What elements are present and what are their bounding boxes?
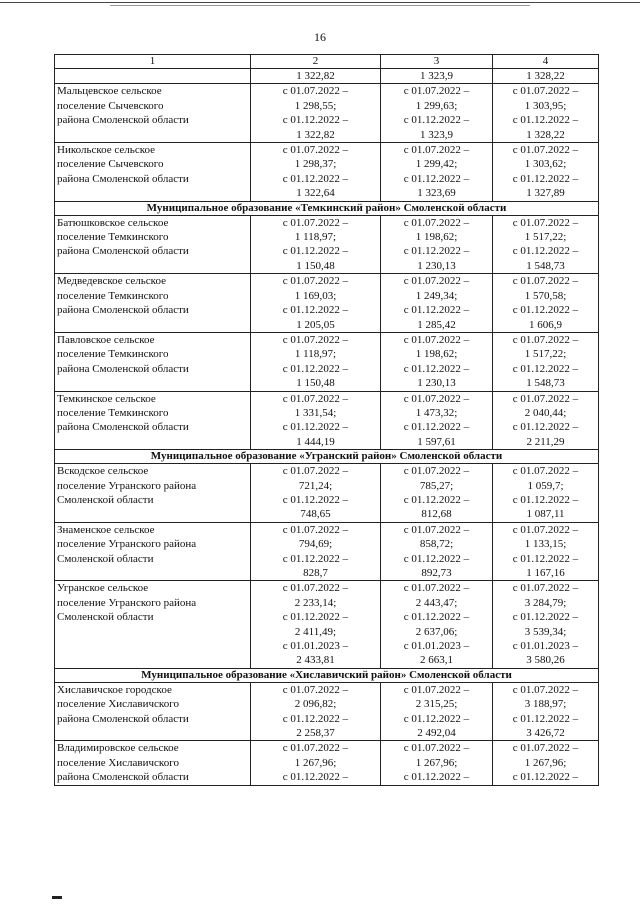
- settlement-name-line: района Смоленской области: [57, 304, 189, 317]
- settlement-name-line: Вскодское сельское: [57, 465, 149, 478]
- tariff-line: 1 198,62;: [415, 231, 458, 244]
- tariff-line: с 01.07.2022 –: [512, 85, 579, 98]
- tariff-line: 1 118,97;: [294, 231, 337, 244]
- settlement-name-cell: [55, 464, 251, 523]
- settlement-name-line: Никольское сельское: [57, 144, 156, 157]
- tariff-line: с 01.12.2022 –: [512, 114, 579, 127]
- tariff-line: с 01.12.2022 –: [512, 493, 579, 506]
- settlement-name-line: поселение Хиславичского: [57, 756, 179, 769]
- settlement-name-line: Угранское сельское: [57, 582, 149, 595]
- tariff-cell-c3: [381, 84, 493, 143]
- tariff-line: 2 233,14;: [294, 596, 337, 609]
- tariff-line: 1 444,19: [296, 435, 335, 448]
- tariff-line: 892,73: [421, 567, 452, 579]
- tariff-line: с 01.07.2022 –: [512, 742, 579, 755]
- table-row: [55, 682, 599, 741]
- tariff-line: 1 570,58;: [524, 289, 567, 302]
- tariff-line: с 01.12.2022 –: [512, 172, 579, 185]
- header-row: [55, 55, 599, 69]
- page-number: 16: [314, 30, 326, 44]
- tariff-line: 1 517,22;: [524, 348, 567, 361]
- tariff-line: с 01.12.2022 –: [403, 712, 470, 725]
- table-row: [55, 581, 599, 668]
- settlement-name-cell: [55, 581, 251, 668]
- tariff-line: с 01.12.2022 –: [282, 172, 349, 185]
- tariff-cell-c4: [493, 581, 599, 668]
- tariff-line: с 01.12.2022 –: [512, 245, 579, 258]
- tariff-line: с 01.07.2022 –: [403, 582, 470, 595]
- tariff-line: 1 150,48: [296, 259, 335, 272]
- tariff-line: с 01.07.2022 –: [403, 85, 470, 98]
- tariff-line: 2 258,37: [296, 727, 335, 740]
- tariff-line: с 01.07.2022 –: [512, 216, 579, 229]
- settlement-name-line: поселение Темкинского: [57, 406, 169, 419]
- tariff-line: 1 322,64: [296, 187, 335, 200]
- tariff-line: с 01.12.2022 –: [282, 771, 349, 784]
- settlement-name-line: поселение Сычевского: [57, 158, 164, 171]
- settlement-name-line: района Смоленской области: [57, 421, 189, 434]
- tariff-line: с 01.12.2022 –: [403, 114, 470, 127]
- tariff-line: с 01.12.2022 –: [512, 362, 579, 375]
- tariff-line: с 01.12.2022 –: [403, 304, 470, 317]
- settlement-name-line: Мальцевское сельское: [57, 85, 162, 98]
- tariff-line: 1 303,62;: [524, 158, 567, 171]
- tariff-cell-c3: [381, 682, 493, 741]
- tariff-line: 3 284,79;: [524, 596, 567, 609]
- settlement-name-cell: [55, 522, 251, 581]
- tariff-line: с 01.07.2022 –: [512, 392, 579, 405]
- tariff-cell-c4: [493, 215, 599, 274]
- tariff-cell-c3: [381, 274, 493, 333]
- settlement-name-cell: [55, 682, 251, 741]
- settlement-name-line: Смоленской области: [57, 611, 154, 624]
- tariff-line: с 01.07.2022 –: [403, 392, 470, 405]
- tariff-line: 858,72;: [419, 538, 454, 551]
- tariff-line: с 01.07.2022 –: [282, 144, 349, 157]
- settlement-name-line: Медведевское сельское: [57, 275, 166, 288]
- tariff-line: с 01.07.2022 –: [282, 523, 349, 536]
- section-title: Муниципальное образование «Угранский район» Смоленской области: [55, 450, 599, 464]
- tariff-line: 1 267,96;: [524, 756, 567, 769]
- settlement-name-line: Павловское сельское: [57, 333, 155, 346]
- tariff-line: с 01.07.2022 –: [282, 582, 349, 595]
- tariff-line: с 01.07.2022 –: [403, 144, 470, 157]
- tariff-cell-c3: [381, 464, 493, 523]
- tariff-line: с 01.07.2022 –: [282, 392, 349, 405]
- tariff-table: [54, 54, 599, 786]
- tariff-line: с 01.12.2022 –: [282, 493, 349, 506]
- tariff-line: с 01.07.2022 –: [512, 683, 579, 696]
- tariff-line: с 01.12.2022 –: [403, 771, 470, 784]
- tariff-line: с 01.07.2022 –: [282, 742, 349, 755]
- tariff-line: с 01.12.2022 –: [282, 245, 349, 258]
- tariff-line: с 01.07.2022 –: [512, 333, 579, 346]
- tariff-line: с 01.12.2022 –: [512, 712, 579, 725]
- column-header: 3: [381, 55, 493, 69]
- tariff-line: с 01.07.2022 –: [403, 742, 470, 755]
- settlement-name-line: поселение Темкинского: [57, 231, 169, 244]
- table-row: [55, 143, 599, 202]
- tariff-line: 2 040,44;: [524, 406, 567, 419]
- section-row: [55, 668, 599, 682]
- tariff-cell-c2: [251, 274, 381, 333]
- tariff-cell-c4: [493, 332, 599, 391]
- tariff-line: с 01.12.2022 –: [403, 245, 470, 258]
- tariff-cell-c3: [381, 741, 493, 785]
- tariff-line: с 01.01.2023 –: [282, 640, 349, 653]
- section-row: [55, 201, 599, 215]
- tariff-line: 2 096,82;: [294, 698, 337, 711]
- tariff-cell-c2: [251, 215, 381, 274]
- settlement-name-line: Темкинское сельское: [57, 392, 156, 405]
- tariff-cell-c3: [381, 581, 493, 668]
- tariff-line: с 01.07.2022 –: [403, 683, 470, 696]
- tariff-line: с 01.07.2022 –: [282, 85, 349, 98]
- tariff-line: 2 663,1: [420, 654, 453, 667]
- tariff-line: 721,24;: [298, 479, 333, 492]
- tariff-line: 1 323,9: [420, 128, 453, 141]
- tariff-line: с 01.12.2022 –: [403, 172, 470, 185]
- tariff-cell-c2: [251, 332, 381, 391]
- tariff-line: с 01.12.2022 –: [403, 421, 470, 434]
- tariff-line: 785,27;: [419, 479, 454, 492]
- tariff-line: с 01.07.2022 –: [403, 216, 470, 229]
- tariff-cell-c3: [381, 143, 493, 202]
- tariff-line: 1 230,13: [417, 377, 456, 390]
- tariff-cell-c4: [493, 391, 599, 450]
- tariff-cell-c4: [493, 464, 599, 523]
- tariff-cell-c2: [251, 682, 381, 741]
- tariff-line: с 01.12.2022 –: [512, 611, 579, 624]
- tariff-line: с 01.07.2022 –: [282, 683, 349, 696]
- tariff-line: с 01.07.2022 –: [282, 216, 349, 229]
- tariff-line: с 01.07.2022 –: [403, 333, 470, 346]
- table-row: [55, 464, 599, 523]
- tariff-line: 1 473,32;: [415, 406, 458, 419]
- value-cell: 1 323,9: [381, 69, 493, 84]
- tariff-line: 1 517,22;: [524, 231, 567, 244]
- settlement-name-cell: [55, 274, 251, 333]
- value-cell: 1 322,82: [251, 69, 381, 84]
- tariff-line: 1 118,97;: [294, 348, 337, 361]
- tariff-line: 1 133,15;: [524, 538, 567, 551]
- tariff-line: 1 150,48: [296, 377, 335, 390]
- settlement-name-cell: [55, 215, 251, 274]
- section-title: Муниципальное образование «Хиславичский район» Смоленской области: [55, 668, 599, 682]
- scan-edge-line: [0, 2, 640, 3]
- tariff-line: 1 167,16: [526, 567, 565, 579]
- tariff-line: с 01.12.2022 –: [512, 421, 579, 434]
- tariff-line: с 01.07.2022 –: [512, 523, 579, 536]
- settlement-name-line: поселение Сычевского: [57, 99, 164, 112]
- settlement-name-line: Хиславичское городское: [57, 683, 172, 696]
- tariff-cell-c2: [251, 522, 381, 581]
- tariff-line: 1 298,37;: [294, 158, 337, 171]
- settlement-name-cell: [55, 143, 251, 202]
- settlement-name-cell: [55, 391, 251, 450]
- settlement-name-line: поселение Угранского района: [57, 479, 197, 492]
- tariff-line: 1 303,95;: [524, 99, 567, 112]
- value-cell: 1 328,22: [493, 69, 599, 84]
- tariff-cell-c4: [493, 274, 599, 333]
- tariff-line: 2 211,29: [526, 435, 565, 448]
- tariff-line: 1 323,69: [417, 187, 456, 200]
- tariff-line: 1 298,55;: [294, 99, 337, 112]
- settlement-name-line: Знаменское сельское: [57, 523, 155, 536]
- scan-edge-line: [110, 5, 530, 6]
- tariff-cell-c4: [493, 682, 599, 741]
- tariff-line: 1 249,34;: [415, 289, 458, 302]
- tariff-line: с 01.07.2022 –: [512, 144, 579, 157]
- tariff-line: 2 492,04: [417, 727, 456, 740]
- tariff-line: 2 315,25;: [415, 698, 458, 711]
- tariff-line: с 01.12.2022 –: [282, 362, 349, 375]
- tariff-line: с 01.07.2022 –: [512, 275, 579, 288]
- tariff-line: с 01.01.2023 –: [403, 640, 470, 653]
- section-row: [55, 450, 599, 464]
- tariff-line: с 01.12.2022 –: [282, 552, 349, 565]
- tariff-line: 1 299,42;: [415, 158, 458, 171]
- settlement-name-line: района Смоленской области: [57, 172, 189, 185]
- settlement-name-line: Смоленской области: [57, 552, 154, 565]
- tariff-cell-c2: [251, 143, 381, 202]
- settlement-name-line: Батюшковское сельское: [57, 216, 169, 229]
- tariff-line: с 01.12.2022 –: [403, 493, 470, 506]
- tariff-line: с 01.07.2022 –: [512, 465, 579, 478]
- tariff-line: 1 331,54;: [294, 406, 337, 419]
- tariff-line: 1 198,62;: [415, 348, 458, 361]
- tariff-line: 1 299,63;: [415, 99, 458, 112]
- table-row: [55, 274, 599, 333]
- tariff-cell-c3: [381, 522, 493, 581]
- tariff-line: 794,69;: [298, 538, 333, 551]
- table-row: [55, 522, 599, 581]
- tariff-line: с 01.07.2022 –: [403, 465, 470, 478]
- tariff-line: 1 230,13: [417, 259, 456, 272]
- settlement-name-line: района Смоленской области: [57, 114, 189, 127]
- table-row: [55, 741, 599, 785]
- table-row: [55, 84, 599, 143]
- column-header: 1: [55, 55, 251, 69]
- settlement-name-line: района Смоленской области: [57, 245, 189, 258]
- settlement-name-line: поселение Угранского района: [57, 538, 197, 551]
- tariff-line: с 01.12.2022 –: [512, 771, 579, 784]
- settlement-name-cell: [55, 84, 251, 143]
- tariff-line: 1 205,05: [296, 318, 335, 331]
- column-header: 4: [493, 55, 599, 69]
- tariff-line: 1 087,11: [526, 508, 565, 521]
- settlement-name-cell: [55, 741, 251, 785]
- tariff-line: с 01.07.2022 –: [282, 275, 349, 288]
- tariff-line: 3 580,26: [526, 654, 565, 667]
- tariff-line: 828,7: [303, 567, 328, 579]
- tariff-line: 1 606,9: [529, 318, 562, 331]
- tariff-line: 3 188,97;: [524, 698, 567, 711]
- tariff-line: с 01.07.2022 –: [403, 523, 470, 536]
- tariff-line: с 01.07.2022 –: [403, 275, 470, 288]
- tariff-line: с 01.12.2022 –: [282, 611, 349, 624]
- tariff-line: 3 539,34;: [524, 625, 567, 638]
- tariff-line: 1 267,96;: [415, 756, 458, 769]
- tariff-cell-c4: [493, 143, 599, 202]
- tariff-line: с 01.07.2022 –: [282, 333, 349, 346]
- tariff-cell-c4: [493, 522, 599, 581]
- settlement-name-line: района Смоленской области: [57, 362, 189, 375]
- tariff-line: с 01.12.2022 –: [282, 421, 349, 434]
- tariff-line: с 01.01.2023 –: [512, 640, 579, 653]
- tariff-line: с 01.12.2022 –: [512, 304, 579, 317]
- tariff-line: 812,68: [421, 508, 452, 521]
- tariff-line: с 01.12.2022 –: [403, 552, 470, 565]
- tariff-cell-c3: [381, 215, 493, 274]
- tariff-line: с 01.12.2022 –: [282, 304, 349, 317]
- tariff-line: с 01.12.2022 –: [403, 362, 470, 375]
- tariff-line: 1 267,96;: [294, 756, 337, 769]
- tariff-cell-c4: [493, 741, 599, 785]
- settlement-name-line: Владимировское сельское: [57, 742, 179, 755]
- settlement-name-line: поселение Темкинского: [57, 348, 169, 361]
- tariff-line: с 01.12.2022 –: [282, 712, 349, 725]
- table-row: [55, 215, 599, 274]
- tariff-line: с 01.12.2022 –: [512, 552, 579, 565]
- tariff-cell-c2: [251, 741, 381, 785]
- tariff-line: с 01.12.2022 –: [282, 114, 349, 127]
- table-row: [55, 332, 599, 391]
- settlement-name-line: Смоленской области: [57, 493, 154, 506]
- tariff-line: 1 328,22: [526, 128, 565, 141]
- tariff-cell-c2: [251, 391, 381, 450]
- tariff-line: с 01.12.2022 –: [403, 611, 470, 624]
- tariff-line: 2 637,06;: [415, 625, 458, 638]
- tariff-line: 1 169,03;: [294, 289, 337, 302]
- column-header: 2: [251, 55, 381, 69]
- tariff-line: 1 548,73: [526, 259, 565, 272]
- tariff-cell-c2: [251, 581, 381, 668]
- tariff-line: 748,65: [300, 508, 331, 521]
- settlement-name-line: района Смоленской области: [57, 712, 189, 725]
- tariff-cell-c4: [493, 84, 599, 143]
- settlement-name-line: района Смоленской области: [57, 771, 189, 784]
- tariff-cell-c2: [251, 84, 381, 143]
- settlement-name-line: поселение Хиславичского: [57, 698, 179, 711]
- tariff-line: 2 443,47;: [415, 596, 458, 609]
- tariff-line: 3 426,72: [526, 727, 565, 740]
- tariff-cell-c3: [381, 391, 493, 450]
- settlement-name-cell: [55, 332, 251, 391]
- tariff-line: 1 285,42: [417, 318, 456, 331]
- tariff-cell-c2: [251, 464, 381, 523]
- section-title: Муниципальное образование «Темкинский район» Смоленской области: [55, 201, 599, 215]
- scan-mark: [52, 896, 62, 899]
- tariff-line: 2 433,81: [296, 654, 335, 667]
- tariff-line: 1 597,61: [417, 435, 456, 448]
- tariff-line: 1 548,73: [526, 377, 565, 390]
- empty-cell: [55, 69, 251, 84]
- tariff-cell-c3: [381, 332, 493, 391]
- tariff-line: 1 059,7;: [527, 479, 564, 492]
- settlement-name-line: поселение Угранского района: [57, 596, 197, 609]
- tariff-line: 2 411,49;: [294, 625, 337, 638]
- tariff-line: с 01.07.2022 –: [282, 465, 349, 478]
- tariff-line: с 01.07.2022 –: [512, 582, 579, 595]
- continuation-row: [55, 69, 599, 84]
- tariff-line: 1 322,82: [296, 128, 335, 141]
- settlement-name-line: поселение Темкинского: [57, 289, 169, 302]
- table-row: [55, 391, 599, 450]
- tariff-line: 1 327,89: [526, 187, 565, 200]
